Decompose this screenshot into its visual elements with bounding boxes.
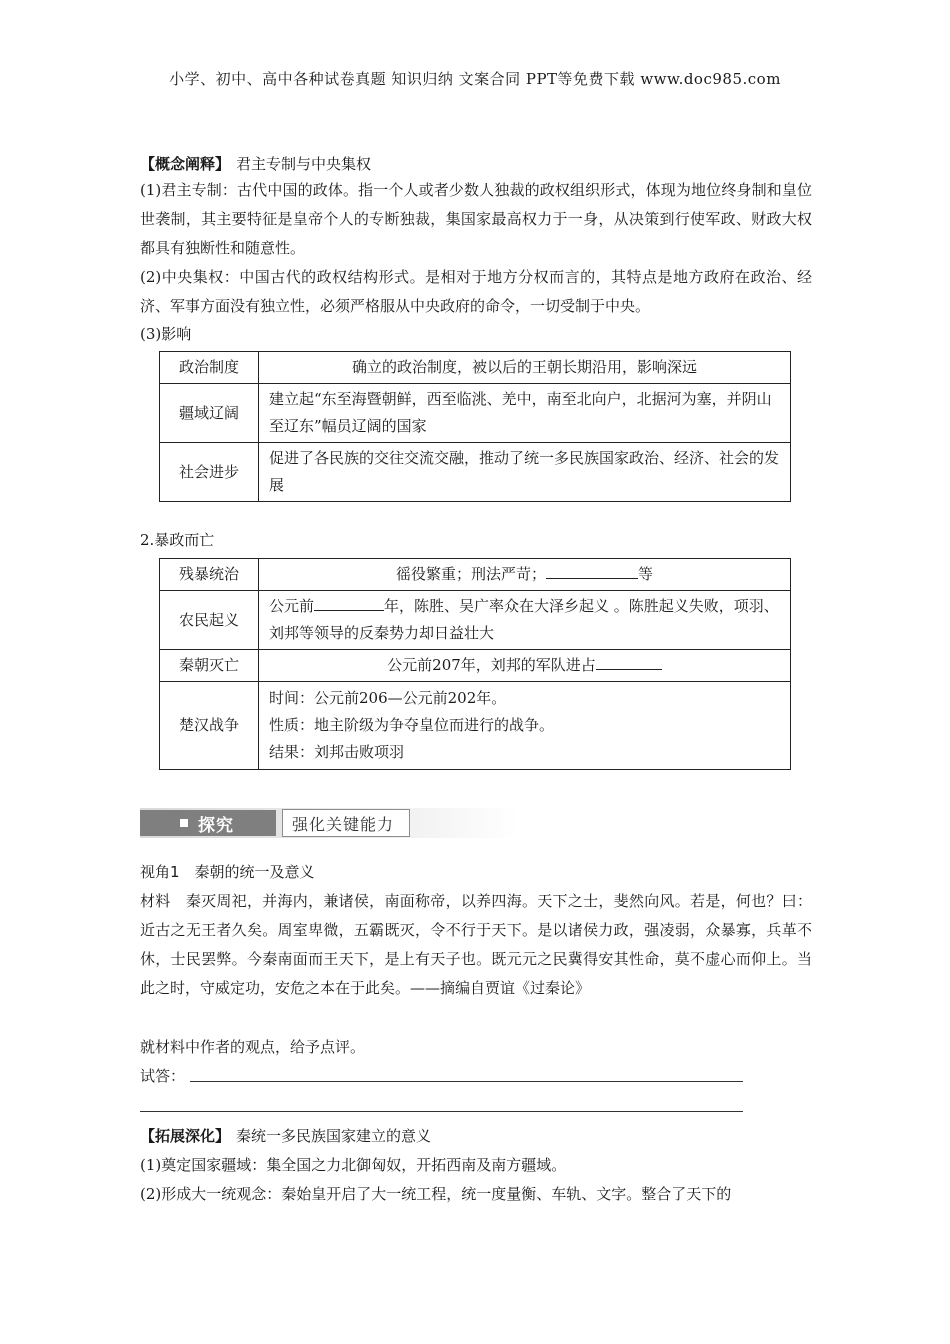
table-cell-key: 农民起义: [160, 591, 259, 650]
answer-line[interactable]: [190, 1081, 743, 1082]
table-row: [160, 384, 791, 443]
fill-blank[interactable]: [546, 562, 638, 579]
extend-heading: [140, 1122, 812, 1151]
fill-blank[interactable]: [596, 653, 662, 670]
table-cell-value: 确立的政治制度，被以后的王朝长期沿用，影响深远: [259, 352, 791, 384]
cell-text: 等: [638, 565, 654, 583]
table-cell-key: 秦朝灭亡: [160, 650, 259, 682]
cell-line: 时间：公元前206—公元前202年。: [269, 689, 507, 707]
section2-title: 2.暴政而亡: [140, 531, 215, 549]
extend-label: 【拓展深化】: [140, 1127, 231, 1145]
table-cell-value: 建立起“东至海暨朝鲜，西至临洮、羌中，南至北向户，北据河为塞，并阴山至辽东”幅员辽阔的国家: [259, 384, 791, 443]
table-cell-value: 促进了各民族的交往交流交融，推动了统一多民族国家政治、经济、社会的发展: [259, 443, 791, 502]
concept-label: 【概念阐释】: [140, 155, 231, 173]
concept-title: 君主专制与中央集权: [236, 155, 372, 173]
question-text: 就材料中作者的观点，给予点评。: [140, 1038, 366, 1056]
perspective-title: 视角1 秦朝的统一及意义: [140, 863, 315, 881]
cell-text: 年，陈胜、吴广率众在大泽乡起义 。陈胜起义失败，项羽、刘邦等领导的反秦势力却日益壮大: [269, 597, 779, 642]
banner-left-text: 探究: [198, 816, 234, 836]
square-bullet-icon: [180, 819, 188, 827]
page-header: 小学、初中、高中各种试卷真题 知识归纳 文案合同 PPT等免费下载 www.doc985.com: [169, 70, 781, 88]
explore-banner: [140, 808, 518, 838]
banner-right-text: 强化关键能力: [292, 815, 395, 834]
table-cell-value: [259, 682, 791, 770]
influence-table: [159, 351, 791, 502]
table-row: [160, 352, 791, 384]
material-text: 材料 秦灭周祀，并海内，兼诸侯，南面称帝，以养四海。天下之士，斐然向风。若是，何也？曰：近古之无王者久矣。周室卑微，五霸既灭，令不行于天下。是以诸侯力政，强凌弱，众暴寡，兵革不休，士民罢弊。今秦南面而王天下，是上有天子也。既元元之民冀得安其性命，莫不虚心而仰上。当此之时，守威定功，安危之本在于此矣。——摘编自贾谊《过秦论》: [140, 892, 812, 997]
table-row: [160, 682, 791, 770]
table-cell-value: [259, 559, 791, 591]
table-cell-key: 疆域辽阔: [160, 384, 259, 443]
cell-text: 公元前: [269, 597, 315, 615]
extend-title: 秦统一多民族国家建立的意义: [236, 1127, 432, 1145]
tyranny-table: [159, 558, 791, 770]
table-cell-key: 残暴统治: [160, 559, 259, 591]
concept-p3: (3)影响: [140, 325, 192, 343]
table-row: [160, 650, 791, 682]
table-row: [160, 559, 791, 591]
table-row: [160, 591, 791, 650]
concept-p1: (1)君主专制：古代中国的政体。指一个人或者少数人独裁的政权组织形式，体现为地位终身制和皇位世袭制，其主要特征是皇帝个人的专断独裁，集国家最高权力于一身，从决策到行使军政、财政大权都具有独断性和随意性。: [140, 181, 812, 257]
answer-label: 试答：: [140, 1067, 186, 1085]
fill-blank[interactable]: [314, 594, 384, 611]
cell-line: 结果：刘邦击败项羽: [269, 743, 405, 761]
cell-text: 徭役繁重；刑法严苛；: [395, 565, 546, 583]
answer-line[interactable]: [140, 1111, 743, 1112]
extend-p1: (1)奠定国家疆域：集全国之力北御匈奴，开拓西南及南方疆域。: [140, 1156, 567, 1174]
cell-text: 公元前207年，刘邦的军队进占: [387, 656, 596, 674]
table-row: [160, 443, 791, 502]
table-cell-value: [259, 591, 791, 650]
cell-line: 性质：地主阶级为争夺皇位而进行的战争。: [269, 716, 555, 734]
concept-p2: (2)中央集权：中国古代的政权结构形式。是相对于地方分权而言的，其特点是地方政府在政治、经济、军事方面没有独立性，必须严格服从中央政府的命令，一切受制于中央。: [140, 268, 812, 315]
table-cell-value: [259, 650, 791, 682]
concept-heading: [140, 150, 812, 179]
table-cell-key: 楚汉战争: [160, 682, 259, 770]
table-cell-key: 社会进步: [160, 443, 259, 502]
extend-p2: (2)形成大一统观念：秦始皇开启了大一统工程，统一度量衡、车轨、文字。整合了天下的: [140, 1185, 732, 1203]
table-cell-key: 政治制度: [160, 352, 259, 384]
